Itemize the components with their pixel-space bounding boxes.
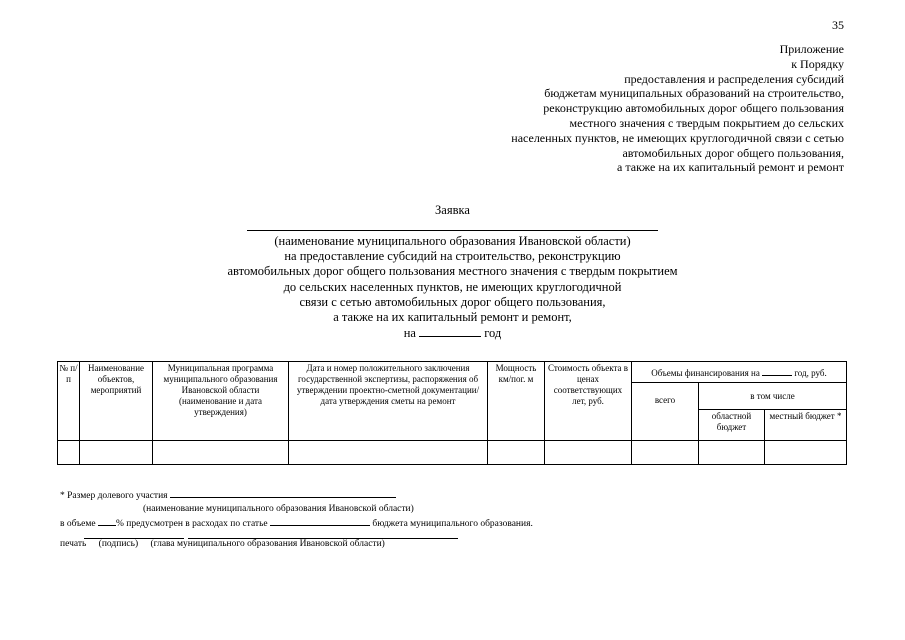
financing-table <box>57 361 847 465</box>
appendix-line: к Порядку <box>791 56 844 71</box>
application-subtitle <box>0 234 905 341</box>
financing-prefix: Объемы финансирования на <box>651 367 760 378</box>
table-cell <box>80 441 153 465</box>
signature-captions <box>60 538 533 551</box>
year-suffix: год <box>484 326 502 341</box>
article-blank <box>270 516 370 526</box>
subtitle-line: на предоставление субсидий на строительство, реконструкцию <box>284 249 621 264</box>
header-expertise: Дата и номер положительного заключения государственной экспертизы, распоряжения об утверждении проектно-сметной документации/дата утверждения сметы на ремонт <box>289 362 488 441</box>
share-line <box>60 488 533 503</box>
financing-year-blank <box>762 366 792 376</box>
header-program: Муниципальная программа муниципального образования Ивановской области (наименование и дата утверждения) <box>153 362 289 441</box>
financing-suffix: год, руб. <box>794 367 827 378</box>
volume-prefix: в объеме <box>60 518 96 529</box>
page-number: 35 <box>832 18 844 32</box>
signature-caption: (подпись) <box>98 539 139 550</box>
appendix-line: автомобильных дорог общего пользования, <box>622 145 844 160</box>
appendix-line: местного значения с твердым покрытием до сельских <box>569 115 844 130</box>
subtitle-line: автомобильных дорог общего пользования местного значения с твердым покрытием <box>227 264 678 279</box>
subtitle-line: а также на их капитальный ремонт и ремонт, <box>333 310 572 325</box>
table-cell <box>632 441 699 465</box>
footnotes <box>60 488 533 551</box>
table-cell <box>58 441 80 465</box>
volume-suffix: бюджета муниципального образования. <box>372 518 533 529</box>
subtitle-line: до сельских населенных пунктов, не имеющих круглогодичной <box>283 279 622 294</box>
header-total <box>632 383 699 441</box>
volume-line <box>60 516 533 531</box>
appendix-line: реконструкцию автомобильных дорог общего пользования <box>543 101 844 116</box>
head-caption: (глава муниципального образования Ивановской области) <box>150 539 385 550</box>
document-title: Заявка <box>435 203 470 217</box>
table-cell <box>699 441 765 465</box>
header-regional: областной бюджет <box>699 410 765 441</box>
header-cost: Стоимость объекта в ценах соответствующих лет, руб. <box>545 362 632 441</box>
header-objects: Наименование объектов, мероприятий <box>80 362 153 441</box>
appendix-line: Приложение <box>779 42 844 56</box>
municipality-blank-line <box>247 230 658 231</box>
table-cell <box>545 441 632 465</box>
share-label: * Размер долевого участия <box>60 491 168 501</box>
header-capacity: Мощность км/пог. м <box>488 362 545 441</box>
share-blank <box>170 488 396 498</box>
appendix-line: а также на их капитальный ремонт и ремонт <box>617 160 844 175</box>
year-blank <box>419 325 481 337</box>
table-cell <box>153 441 289 465</box>
percent-blank <box>98 516 116 526</box>
stamp-caption: печать <box>60 539 87 550</box>
table-cell <box>289 441 488 465</box>
header-num: № п/п <box>58 362 80 441</box>
table-cell <box>765 441 847 465</box>
header-total-label: всего <box>654 395 676 405</box>
header-local: местный бюджет * <box>765 410 847 441</box>
table-cell <box>488 441 545 465</box>
appendix-line: населенных пунктов, не имеющих круглогодичной связи с сетью <box>511 130 844 145</box>
share-caption: (наименование муниципального образования Ивановской области) <box>143 503 414 514</box>
table-row <box>58 441 847 465</box>
volume-mid: % предусмотрен в расходах по статье <box>115 518 268 529</box>
header-including: в том числе <box>699 383 847 410</box>
year-line <box>0 325 905 341</box>
year-prefix: на <box>403 326 416 341</box>
signature-blank-lines <box>60 530 533 538</box>
appendix-line: предоставления и распределения субсидий <box>624 71 844 86</box>
appendix-line: бюджетам муниципальных образований на строительство, <box>544 86 844 101</box>
appendix-header <box>511 42 844 175</box>
municipality-caption: (наименование муниципального образования Ивановской области) <box>274 234 631 248</box>
header-financing <box>632 362 847 383</box>
subtitle-line: связи с сетью автомобильных дорог общего пользования, <box>299 294 606 309</box>
